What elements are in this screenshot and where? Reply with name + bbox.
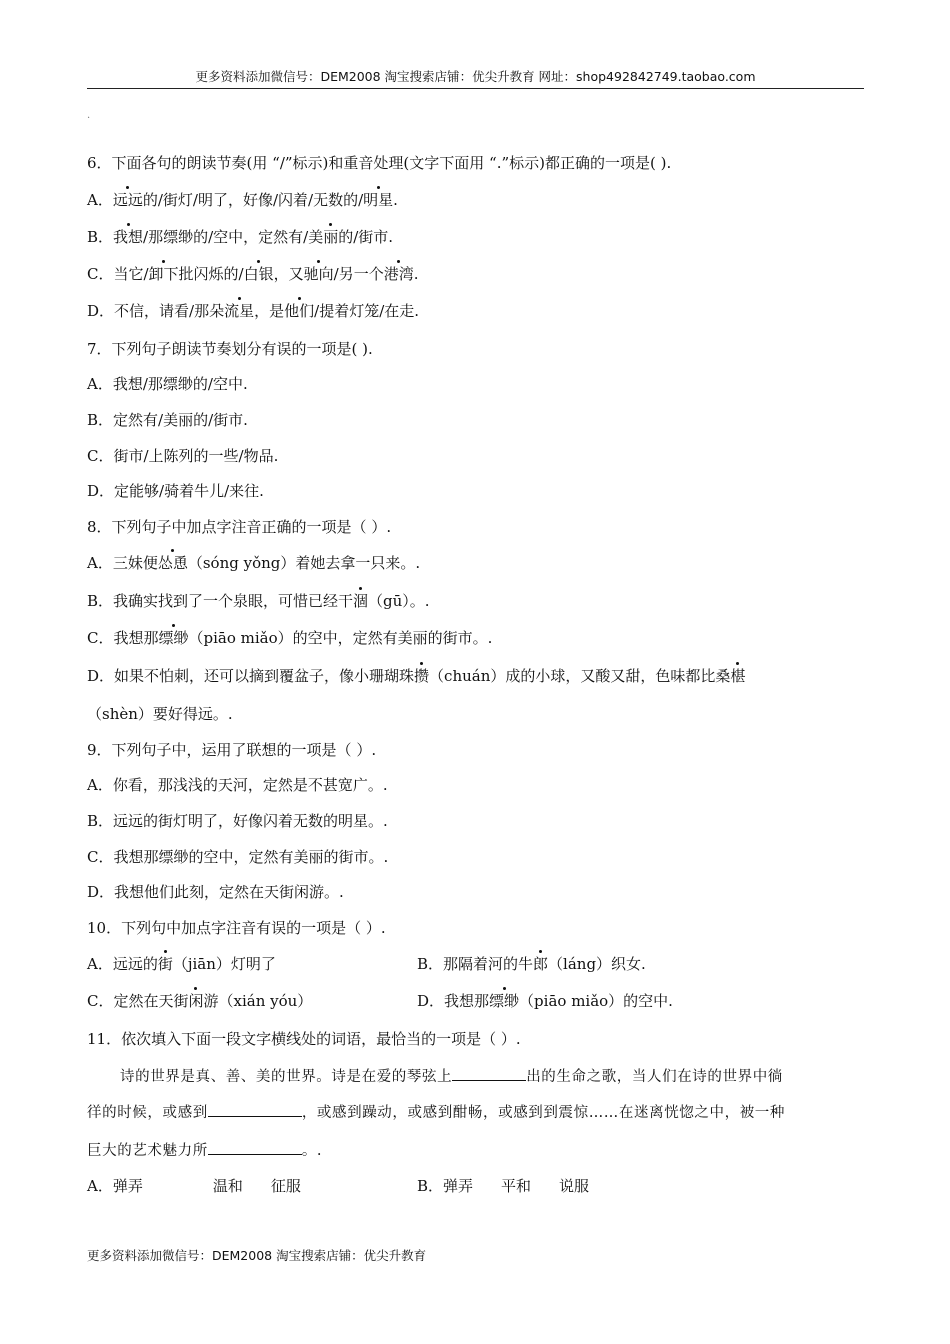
- q7-option-a: A．我想/那缥缈的/空中.: [87, 375, 248, 393]
- emphasis-mark: 明星: [363, 191, 394, 209]
- emphasis-mark: 卸下: [148, 265, 179, 283]
- emphasis-mark: 港湾: [383, 265, 414, 283]
- q11-passage-line-1: 诗的世界是真、善、美的世界。诗是在爱的琴弦上 出的生命之歌，当人们在诗的世界中徜: [120, 1064, 783, 1088]
- q10-option-a: A．远远的街（jiān）灯明了: [87, 955, 276, 973]
- emphasis-mark: 郎: [533, 955, 549, 973]
- emphasis-mark: 我想: [113, 228, 144, 246]
- answer-blank: [208, 1100, 302, 1117]
- q11-passage-line-2: 徉的时候，或感到 ，或感到躁动，或感到酣畅，或感到到震惊……在迷离恍惚之中，被一种: [87, 1100, 785, 1124]
- q10-option-c: C．定然在天街闲游（xián yóu）: [87, 992, 313, 1010]
- q11-options-row: [87, 1175, 864, 1197]
- q10-row-2: [87, 990, 864, 1012]
- q9-option-c: C．我想那缥缈的空中，定然有美丽的街市。.: [87, 848, 389, 866]
- q11-option-a: A．弹弄 温和 征服: [87, 1177, 301, 1195]
- q10-option-b: B．那隔着河的牛郎（láng）织女.: [417, 955, 646, 973]
- q6-stem: 6．下面各句的朗读节奏(用 “/”标示)和重音处理(文字下面用 “.”标示)都正确的一项是( ).: [87, 154, 672, 172]
- emphasis-mark: 缥缈: [489, 992, 520, 1010]
- emphasis-mark: 缥缈: [158, 629, 189, 647]
- q6-option-a: A．远远的/街灯/明了，好像/闪着/无数的/明星.: [87, 191, 398, 209]
- q8-option-d-continued: （shèn）要好得远。.: [87, 705, 233, 723]
- q9-option-a: A．你看，那浅浅的天河，定然是不甚宽广。.: [87, 776, 388, 794]
- q9-option-b: B．远远的街灯明了，好像闪着无数的明星。.: [87, 812, 388, 830]
- page-footer: 更多资料添加微信号：DEM2008 淘宝搜索店铺：优尖升教育: [87, 1248, 427, 1263]
- emphasis-mark: 远远: [112, 191, 143, 209]
- emphasis-mark: 攒: [414, 667, 430, 685]
- q10-stem: 10．下列句中加点字注音有误的一项是（ ）.: [87, 919, 386, 937]
- q6-option-b: B．我想/那缥缈的/空中，定然有/美丽的/街市.: [87, 228, 394, 246]
- q7-stem: 7．下列句子朗读节奏划分有误的一项是( ).: [87, 340, 373, 358]
- q7-option-b: B．定然有/美丽的/街市.: [87, 411, 248, 429]
- q11-option-b: B．弹弄 平和 说服: [417, 1177, 590, 1195]
- q8-option-b: B．我确实找到了一个泉眼，可惜已经干涸（gū）。.: [87, 592, 430, 610]
- q11-stem: 11．依次填入下面一段文字横线处的词语，最恰当的一项是（ ）.: [87, 1030, 521, 1048]
- stray-mark: .: [87, 110, 91, 121]
- q8-option-d: D．如果不怕刺，还可以摘到覆盆子，像小珊瑚珠攒（chuán）成的小球，又酸又甜，色味都比桑椹: [87, 667, 746, 685]
- emphasis-mark: 街: [157, 955, 173, 973]
- answer-blank: [452, 1064, 526, 1081]
- emphasis-mark: 椹: [730, 667, 746, 685]
- q8-option-c: C．我想那缥缈（piāo miǎo）的空中，定然有美丽的街市。.: [87, 629, 493, 647]
- emphasis-mark: 驰向: [303, 265, 334, 283]
- emphasis-mark: 怂恿: [157, 554, 188, 572]
- q10-option-d: D．我想那缥缈（piāo miǎo）的空中.: [417, 992, 673, 1010]
- q10-row-1: [87, 953, 864, 975]
- q7-option-d: D．定能够/骑着牛儿/来往.: [87, 482, 264, 500]
- emphasis-mark: 白银: [243, 265, 274, 283]
- emphasis-mark: 美丽的: [308, 228, 354, 246]
- q7-option-c: C．街市/上陈列的一些/物品.: [87, 447, 279, 465]
- q6-option-c: C．当它/卸下批闪烁的/白银，又驰向/另一个港湾.: [87, 265, 419, 283]
- q8-stem: 8．下列句子中加点字注音正确的一项是（ ）.: [87, 518, 392, 536]
- q9-stem: 9．下列句子中，运用了联想的一项是（ ）.: [87, 741, 377, 759]
- emphasis-mark: 闲: [188, 992, 204, 1010]
- q8-option-a: A．三妹便怂恿（sóng yǒng）着她去拿一只来。.: [87, 554, 421, 572]
- page-header: 更多资料添加微信号：DEM2008 淘宝搜索店铺：优尖升教育 网址：shop492842749.taobao.com: [87, 66, 864, 89]
- q6-option-d: D．不信，请看/那朵流星，是他们/提着灯笼/在走.: [87, 302, 420, 320]
- emphasis-mark: 流星: [224, 302, 255, 320]
- q9-option-d: D．我想他们此刻，定然在天街闲游。.: [87, 883, 344, 901]
- q11-passage-line-3: 巨大的艺术魅力所 。.: [87, 1138, 322, 1162]
- emphasis-mark: 涸: [353, 592, 369, 610]
- emphasis-mark: 他们: [284, 302, 315, 320]
- answer-blank: [208, 1138, 302, 1155]
